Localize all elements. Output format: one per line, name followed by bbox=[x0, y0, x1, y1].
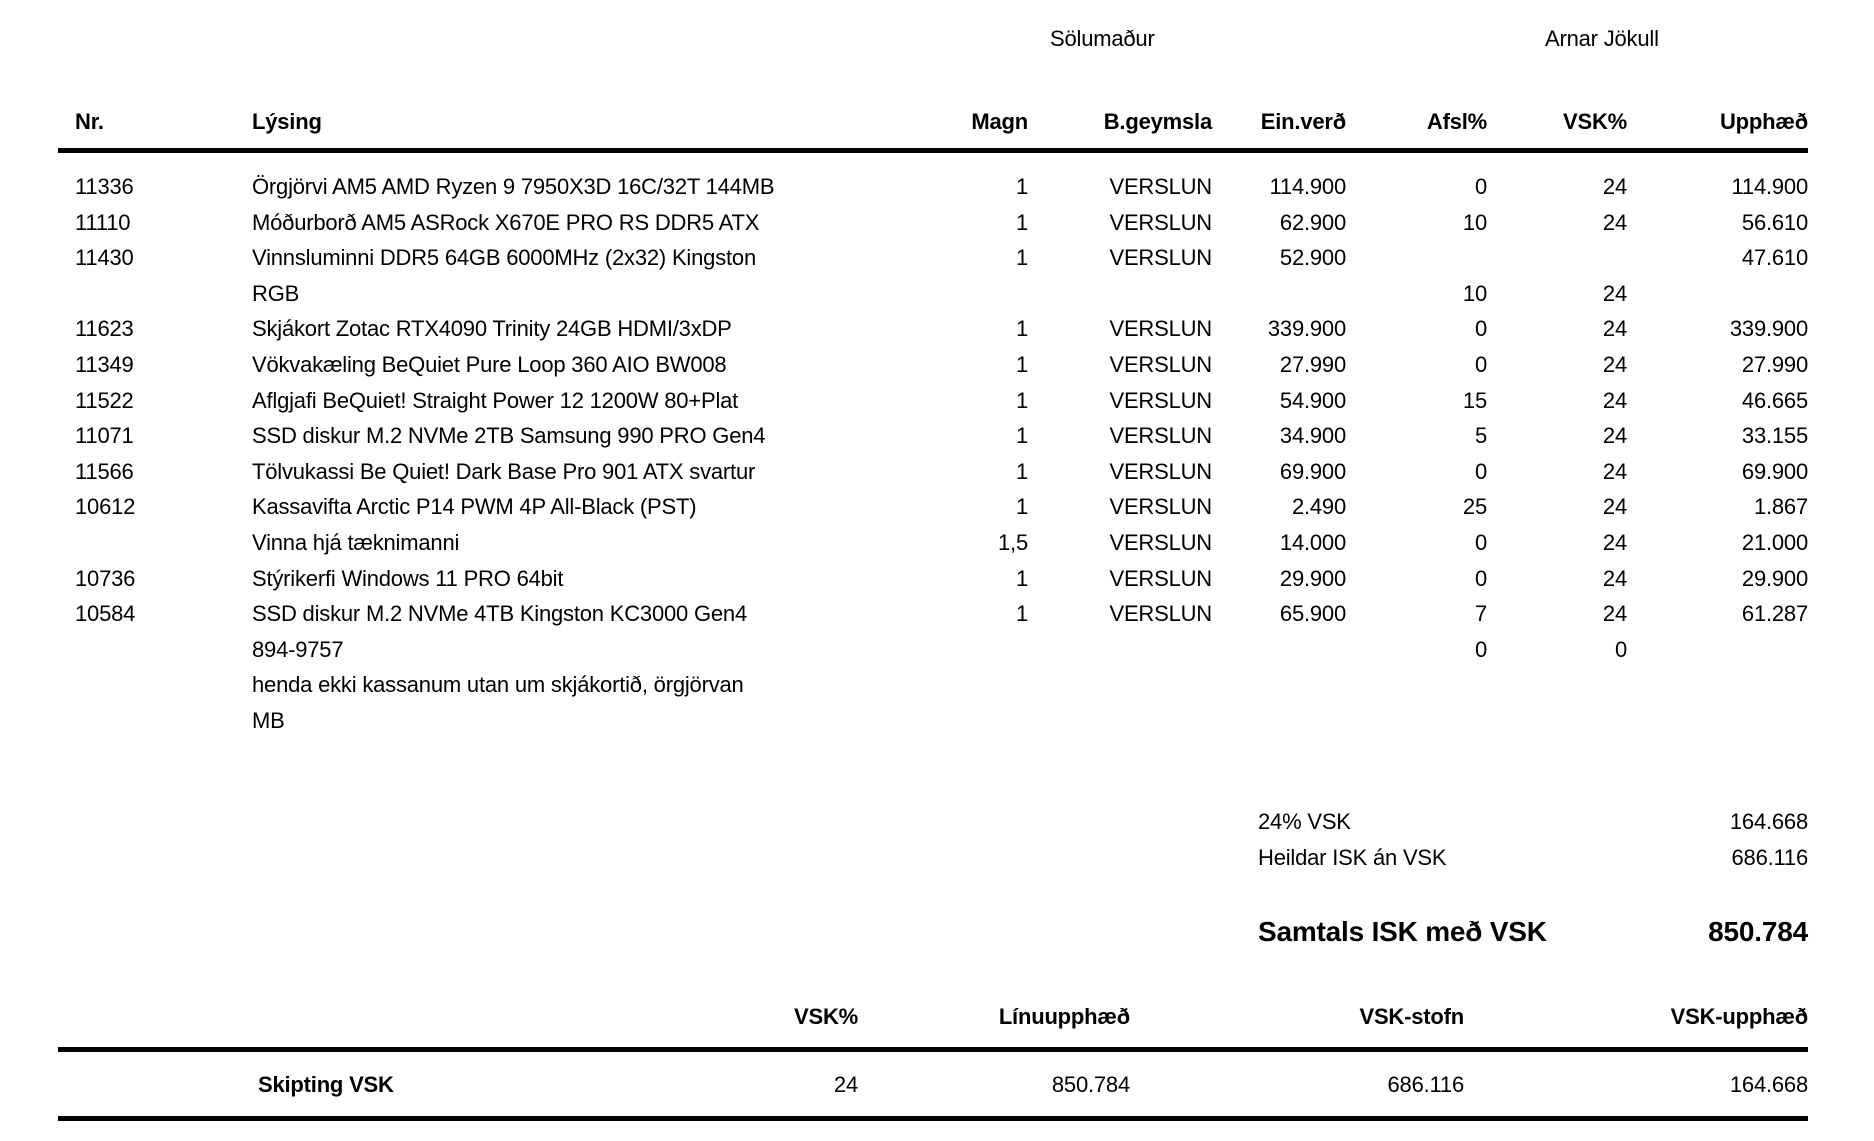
cell-description: Vökvakæling BeQuiet Pure Loop 360 AIO BW008 bbox=[252, 351, 727, 377]
grand-total-row bbox=[1258, 912, 1808, 952]
grand-total-value: 850.784 bbox=[1708, 916, 1808, 947]
totals-section bbox=[1258, 804, 1808, 952]
cell-vat: 24 bbox=[1602, 387, 1627, 413]
cell-unit-price: 14.000 bbox=[1279, 529, 1346, 555]
cell-warehouse: VERSLUN bbox=[1109, 601, 1212, 627]
table-row bbox=[58, 311, 1808, 347]
items-table-body bbox=[58, 169, 1808, 739]
cell-nr: 11349 bbox=[75, 351, 134, 377]
cell-quantity: 1 bbox=[1015, 601, 1028, 627]
cell-discount: 10 bbox=[1462, 280, 1487, 306]
cell-unit-price: 52.900 bbox=[1279, 245, 1346, 271]
table-row bbox=[58, 383, 1808, 419]
cell-discount: 7 bbox=[1474, 601, 1487, 627]
cell-nr: 10736 bbox=[75, 565, 136, 591]
column-header-discount: Afsl% bbox=[1426, 109, 1487, 134]
cell-unit-price: 27.990 bbox=[1279, 351, 1346, 377]
vat-rule-bottom bbox=[58, 1116, 1808, 1121]
cell-vat: 24 bbox=[1602, 423, 1627, 449]
vat-column-header-vat-amount: VSK-upphæð bbox=[1670, 1004, 1808, 1029]
cell-warehouse: VERSLUN bbox=[1109, 565, 1212, 591]
cell-description: SSD diskur M.2 NVMe 4TB Kingston KC3000 Gen4 bbox=[252, 601, 747, 627]
cell-description: Móðurborð AM5 ASRock X670E PRO RS DDR5 ATX bbox=[252, 209, 760, 235]
cell-amount: 47.610 bbox=[1741, 245, 1808, 271]
total-line-excl-vat bbox=[1258, 840, 1808, 876]
cell-quantity: 1 bbox=[1015, 494, 1028, 520]
cell-warehouse: VERSLUN bbox=[1109, 387, 1212, 413]
cell-description: SSD diskur M.2 NVMe 2TB Samsung 990 PRO Gen4 bbox=[252, 423, 766, 449]
cell-nr: 11522 bbox=[75, 387, 134, 413]
cell-warehouse: VERSLUN bbox=[1109, 494, 1212, 520]
cell-warehouse: VERSLUN bbox=[1109, 529, 1212, 555]
cell-description: Kassavifta Arctic P14 PWM 4P All-Black (PST) bbox=[252, 494, 697, 520]
items-table bbox=[58, 104, 1808, 739]
cell-discount: 0 bbox=[1474, 458, 1487, 484]
cell-nr: 11336 bbox=[75, 174, 134, 199]
cell-amount: 33.155 bbox=[1741, 423, 1808, 449]
vat-column-header-vat-base: VSK-stofn bbox=[1359, 1004, 1464, 1029]
table-row bbox=[58, 667, 1808, 703]
cell-amount: 56.610 bbox=[1741, 209, 1808, 235]
cell-vat: 24 bbox=[1602, 351, 1627, 377]
column-header-description: Lýsing bbox=[252, 109, 322, 134]
cell-discount: 0 bbox=[1474, 565, 1487, 591]
vat-breakdown-row bbox=[58, 1067, 1808, 1103]
total-excl-vat-value: 686.116 bbox=[1731, 845, 1808, 870]
column-header-vat: VSK% bbox=[1563, 109, 1627, 134]
cell-nr: 10612 bbox=[75, 494, 136, 520]
cell-description: Stýrikerfi Windows 11 PRO 64bit bbox=[252, 565, 564, 591]
table-row bbox=[58, 454, 1808, 490]
cell-nr: 11071 bbox=[75, 423, 134, 449]
cell-nr: 11430 bbox=[75, 245, 134, 271]
cell-description: Vinnsluminni DDR5 64GB 6000MHz (2x32) Kingston bbox=[252, 245, 756, 271]
cell-unit-price: 65.900 bbox=[1279, 601, 1346, 627]
cell-quantity: 1 bbox=[1015, 423, 1028, 449]
vat-row-vsk: 24 bbox=[833, 1072, 858, 1097]
cell-vat: 24 bbox=[1602, 174, 1627, 199]
vat-column-header-vsk: VSK% bbox=[794, 1004, 858, 1029]
cell-warehouse: VERSLUN bbox=[1109, 458, 1212, 484]
cell-warehouse: VERSLUN bbox=[1109, 209, 1212, 235]
cell-description: henda ekki kassanum utan um skjákortið, örgjörvan bbox=[252, 672, 744, 698]
cell-vat: 24 bbox=[1602, 316, 1627, 342]
vat-column-header-line-amount: Línuupphæð bbox=[998, 1004, 1130, 1029]
cell-quantity: 1,5 bbox=[998, 529, 1028, 555]
cell-discount: 0 bbox=[1474, 529, 1487, 555]
table-row bbox=[58, 703, 1808, 739]
cell-vat: 24 bbox=[1602, 209, 1627, 235]
cell-quantity: 1 bbox=[1015, 174, 1028, 199]
vat-row-line-amount: 850.784 bbox=[1051, 1072, 1130, 1097]
cell-vat: 24 bbox=[1602, 565, 1627, 591]
cell-description: 894-9757 bbox=[252, 636, 344, 662]
cell-amount: 21.000 bbox=[1741, 529, 1808, 555]
vat-row-vat-base: 686.116 bbox=[1387, 1072, 1464, 1097]
column-header-nr: Nr. bbox=[75, 109, 104, 134]
cell-amount: 46.665 bbox=[1741, 387, 1808, 413]
cell-warehouse: VERSLUN bbox=[1109, 174, 1212, 199]
table-row bbox=[58, 240, 1808, 276]
cell-vat: 24 bbox=[1602, 280, 1627, 306]
table-row bbox=[58, 418, 1808, 454]
cell-unit-price: 54.900 bbox=[1279, 387, 1346, 413]
table-row bbox=[58, 525, 1808, 561]
cell-warehouse: VERSLUN bbox=[1109, 316, 1212, 342]
cell-discount: 10 bbox=[1462, 209, 1487, 235]
cell-description: MB bbox=[252, 707, 285, 733]
header-rule bbox=[58, 148, 1808, 153]
cell-discount: 0 bbox=[1474, 351, 1487, 377]
cell-amount: 1.867 bbox=[1753, 494, 1808, 520]
cell-warehouse: VERSLUN bbox=[1109, 351, 1212, 377]
table-row bbox=[58, 489, 1808, 525]
cell-vat: 0 bbox=[1614, 636, 1627, 662]
cell-unit-price: 69.900 bbox=[1279, 458, 1346, 484]
column-header-amount: Upphæð bbox=[1719, 109, 1808, 134]
cell-discount: 0 bbox=[1474, 316, 1487, 342]
vat-row-vat-amount: 164.668 bbox=[1729, 1072, 1808, 1097]
cell-nr: 11623 bbox=[75, 316, 134, 342]
cell-nr: 10584 bbox=[75, 601, 136, 627]
cell-vat: 24 bbox=[1602, 601, 1627, 627]
total-excl-vat-label: Heildar ISK án VSK bbox=[1258, 845, 1447, 870]
cell-warehouse: VERSLUN bbox=[1109, 423, 1212, 449]
cell-quantity: 1 bbox=[1015, 387, 1028, 413]
cell-unit-price: 34.900 bbox=[1279, 423, 1346, 449]
table-row bbox=[58, 632, 1808, 668]
cell-unit-price: 114.900 bbox=[1269, 174, 1346, 199]
grand-total-label: Samtals ISK með VSK bbox=[1258, 916, 1547, 947]
total-line-vat bbox=[1258, 804, 1808, 840]
salesperson-name: Arnar Jökull bbox=[1545, 26, 1659, 51]
table-row bbox=[58, 276, 1808, 312]
table-row bbox=[58, 561, 1808, 597]
vat-rule-top bbox=[58, 1047, 1808, 1052]
cell-description: Skjákort Zotac RTX4090 Trinity 24GB HDMI/3xDP bbox=[252, 316, 732, 342]
cell-description: Vinna hjá tæknimanni bbox=[252, 529, 460, 555]
cell-amount: 114.900 bbox=[1731, 174, 1808, 199]
salesperson-label: Sölumaður bbox=[1050, 26, 1155, 51]
cell-quantity: 1 bbox=[1015, 245, 1028, 271]
cell-nr: 11110 bbox=[75, 209, 131, 235]
column-header-warehouse: B.geymsla bbox=[1103, 109, 1212, 134]
cell-discount: 15 bbox=[1462, 387, 1487, 413]
cell-amount: 69.900 bbox=[1741, 458, 1808, 484]
cell-quantity: 1 bbox=[1015, 565, 1028, 591]
cell-discount: 0 bbox=[1474, 636, 1487, 662]
items-table-header bbox=[58, 104, 1808, 140]
vat-breakdown-table bbox=[58, 999, 1808, 1121]
cell-discount: 5 bbox=[1474, 423, 1487, 449]
cell-quantity: 1 bbox=[1015, 458, 1028, 484]
cell-amount: 61.287 bbox=[1741, 601, 1808, 627]
cell-nr: 11566 bbox=[75, 458, 134, 484]
cell-amount: 29.900 bbox=[1741, 565, 1808, 591]
cell-vat: 24 bbox=[1602, 529, 1627, 555]
cell-description: RGB bbox=[252, 280, 300, 306]
cell-unit-price: 62.900 bbox=[1279, 209, 1346, 235]
table-row bbox=[58, 596, 1808, 632]
table-row bbox=[58, 347, 1808, 383]
cell-description: Örgjörvi AM5 AMD Ryzen 9 7950X3D 16C/32T 144MB bbox=[252, 174, 775, 199]
cell-quantity: 1 bbox=[1015, 316, 1028, 342]
total-vat-label: 24% VSK bbox=[1258, 809, 1351, 834]
cell-quantity: 1 bbox=[1015, 209, 1028, 235]
table-row bbox=[58, 205, 1808, 241]
cell-quantity: 1 bbox=[1015, 351, 1028, 377]
cell-discount: 25 bbox=[1462, 494, 1487, 520]
total-vat-value: 164.668 bbox=[1729, 809, 1808, 834]
cell-amount: 27.990 bbox=[1741, 351, 1808, 377]
vat-breakdown-header bbox=[58, 999, 1808, 1035]
cell-discount: 0 bbox=[1474, 174, 1487, 199]
vat-row-label: Skipting VSK bbox=[258, 1072, 394, 1097]
cell-vat: 24 bbox=[1602, 494, 1627, 520]
column-header-quantity: Magn bbox=[971, 109, 1028, 134]
cell-warehouse: VERSLUN bbox=[1109, 245, 1212, 271]
cell-unit-price: 2.490 bbox=[1291, 494, 1346, 520]
cell-description: Aflgjafi BeQuiet! Straight Power 12 1200W 80+Plat bbox=[252, 387, 739, 413]
table-row bbox=[58, 169, 1808, 205]
cell-vat: 24 bbox=[1602, 458, 1627, 484]
cell-description: Tölvukassi Be Quiet! Dark Base Pro 901 ATX svartur bbox=[252, 458, 756, 484]
cell-amount: 339.900 bbox=[1729, 316, 1808, 342]
column-header-unit-price: Ein.verð bbox=[1260, 109, 1346, 134]
cell-unit-price: 29.900 bbox=[1279, 565, 1346, 591]
cell-unit-price: 339.900 bbox=[1267, 316, 1346, 342]
